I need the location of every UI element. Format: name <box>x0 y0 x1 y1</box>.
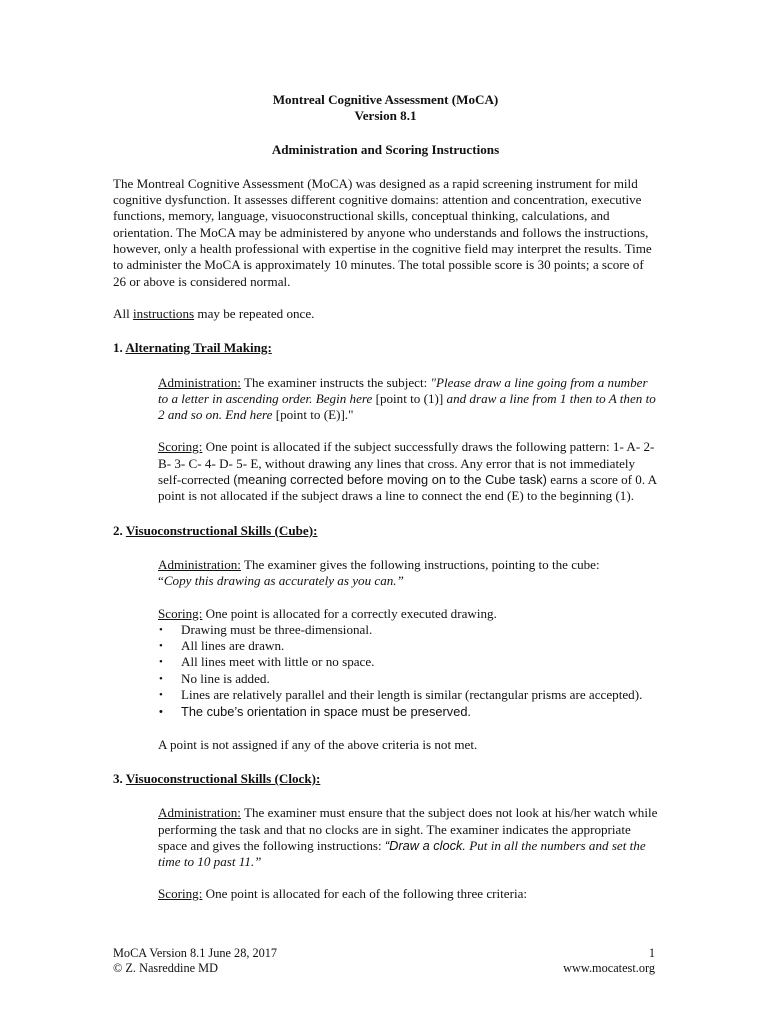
list-item: • Drawing must be three-dimensional. <box>158 622 658 638</box>
section-1-title: Alternating Trail Making: <box>125 340 272 356</box>
footer-right <box>563 946 655 976</box>
section-3-administration: Administration: The examiner must ensure that the subject does not look at his/her watch while performing the task and that no clocks are in sight. The examiner indicates the appropriate space and gives the following instructions: “Draw a clock. Put in all the numbers and set the time to 10 past 11.” <box>158 805 658 870</box>
scoring-label: Scoring: <box>158 439 203 455</box>
intro-paragraph: The Montreal Cognitive Assessment (MoCA) was designed as a rapid screening instrument for mild cognitive dysfunction. It assesses different cognitive domains: attention and concentration, executive functions, memory, language, visuoconstructional skills, conceptual thinking, calculations, and orientation. The MoCA may be administered by anyone who understands and follows the instructions, however, only a health professional with expertise in the cognitive field may interpret the results. Time to administer the MoCA is approximately 10 minutes. The total possible score is 30 points; a score of 26 or above is considered normal. <box>113 175 652 289</box>
list-item: • All lines meet with little or no space. <box>158 654 658 670</box>
footer-version: MoCA Version 8.1 June 28, 2017 <box>113 946 278 960</box>
document-subtitle: Administration and Scoring Instructions <box>271 141 500 157</box>
scoring-label: Scoring: <box>158 886 203 902</box>
list-item: • No line is added. <box>158 671 658 687</box>
document-title: Montreal Cognitive Assessment (MoCA) <box>272 92 499 107</box>
website-link[interactable]: www.mocatest.org <box>563 961 655 975</box>
section-1-scoring: Scoring: One point is allocated if the subject successfully draws the following pattern: 1- A- 2- B- 3- C- 4- D- 5- E, without drawing any lines that cross. Any error that is not immediately self-corrected (meaning corrected before moving on to the Cube task) earns a score of 0. A point is not allocated if the subject draws a line to connect the end (E) to the beginning (1). <box>158 439 657 504</box>
list-item: • All lines are drawn. <box>158 638 658 654</box>
list-item: • Lines are relatively parallel and their length is similar (rectangular prisms are accepted). <box>158 687 658 703</box>
scoring-label: Scoring: <box>158 605 203 621</box>
page-footer <box>113 946 655 976</box>
section-2-scoring: Scoring: One point is allocated for a correctly executed drawing. <box>158 605 497 621</box>
section-2-heading: 2. Visuoconstructional Skills (Cube): <box>113 522 318 538</box>
document-version: Version 8.1 <box>354 108 417 124</box>
administration-label: Administration: <box>158 556 241 572</box>
section-3-scoring: Scoring: One point is allocated for each of the following three criteria: <box>158 886 528 902</box>
section-2-title: Visuoconstructional Skills (Cube): <box>125 522 318 538</box>
instructions-word: instructions <box>133 305 195 321</box>
document-body <box>113 92 658 903</box>
section-1-administration: Administration: The examiner instructs the subject: "Please draw a line going from a number to a letter in ascending order. Begin here [point to (1)] and draw a line from 1 then to A then to 2 and so on. End here [point to (E)]." <box>158 374 656 423</box>
footer-copyright: © Z. Nasreddine MD <box>113 961 218 975</box>
section-1-heading: 1. Alternating Trail Making: <box>113 340 272 356</box>
administration-label: Administration: <box>158 805 241 821</box>
section-3-heading: 3. Visuoconstructional Skills (Clock): <box>113 770 321 786</box>
cube-criteria-list <box>158 622 658 721</box>
section-3-title: Visuoconstructional Skills (Clock): <box>125 770 321 786</box>
repeat-note: All instructions may be repeated once. <box>113 305 315 321</box>
section-2-note: A point is not assigned if any of the above criteria is not met. <box>158 736 478 752</box>
page-number: 1 <box>648 946 655 960</box>
administration-label: Administration: <box>158 374 241 390</box>
list-item: • The cube’s orientation in space must be preserved. <box>158 704 658 720</box>
section-2-administration: Administration: The examiner gives the following instructions, pointing to the cube: “Copy this drawing as accurately as you can.” <box>158 556 600 589</box>
